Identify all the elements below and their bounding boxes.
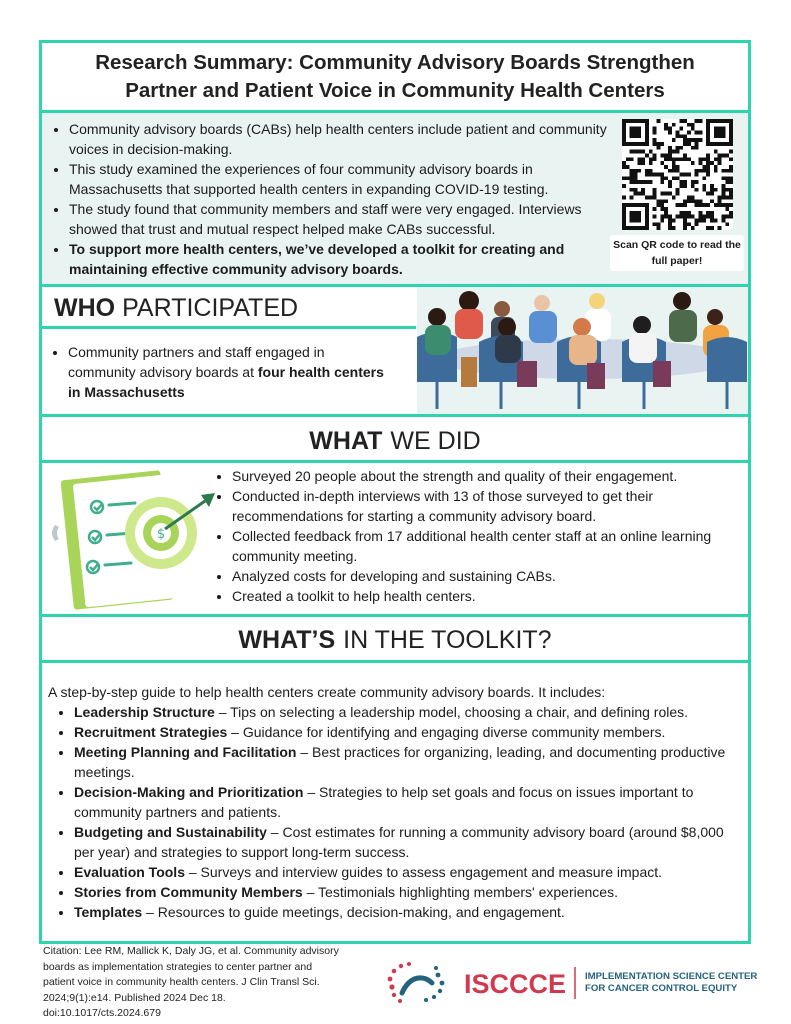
divider	[42, 460, 748, 463]
toolkit-item-text: – Resources to guide meetings, decision-making, and engagement.	[142, 904, 565, 920]
logo-name: ISCCCE	[464, 969, 567, 999]
toolkit-item	[74, 862, 740, 882]
toolkit-item-text: – Surveys and interview guides to assess engagement and measure impact.	[184, 864, 663, 880]
page-title	[42, 43, 748, 110]
toolkit-item-text: – Strategies to help set goals and focus on issues important to community partners and patients.	[74, 784, 694, 820]
toolkit-heading-rest: IN THE TOOLKIT?	[343, 625, 552, 654]
did-bullet: • Created a toolkit to help health centers.	[232, 586, 732, 606]
citation: Citation: Lee RM, Mallick K, Daly JG, et al. Community advisory boards as implementation strategies to center partner and patient voice in community health centers. J Clin Transl Sci. 2024;9(1):e14. Published 2024 Dec 18. doi:10.1017/cts.2024.679	[43, 945, 339, 1019]
did-heading-rest: WE DID	[390, 426, 481, 455]
did-bullet: • Surveyed 20 people about the strength and quality of their engagement.	[232, 466, 732, 486]
logo-tagline-2: FOR CANCER CONTROL EQUITY	[585, 983, 738, 994]
toolkit-item-label: Stories from Community Members	[74, 884, 303, 900]
who-text-bold: four health centers in Massachusetts	[68, 364, 384, 400]
logo-tagline-1: IMPLEMENTATION SCIENCE CENTER	[585, 971, 758, 982]
toolkit-heading	[42, 620, 748, 660]
who-text: Community partners and staff engaged in community advisory boards at	[68, 344, 325, 380]
summary-bullet: • Community advisory boards (CABs) help health centers include patient and community voices in decision-making.	[69, 119, 624, 159]
summary-list	[69, 119, 624, 279]
who-list	[68, 342, 388, 402]
summary-bullet: • The study found that community members and staff were very engaged. Interviews showed that trust and mutual respect helped make CABs successful.	[69, 199, 624, 239]
did-bullet: • Collected feedback from 17 additional health center staff at an online learning community meeting.	[232, 526, 732, 566]
toolkit-item	[74, 702, 740, 722]
title-line-2: Partner and Patient Voice in Community Health Centers	[125, 78, 665, 102]
toolkit-item-label: Meeting Planning and Facilitation	[74, 744, 297, 760]
toolkit-item-label: Recruitment Strategies	[74, 724, 228, 740]
qr-code-icon[interactable]	[622, 119, 733, 230]
toolkit-list	[74, 702, 740, 922]
toolkit-item	[74, 902, 740, 922]
toolkit-item-text: – Cost estimates for running a community advisory board (around $8,000 per year) and strategies to support long-term success.	[74, 824, 724, 860]
who-bullet	[68, 342, 388, 402]
summary-bullet: • This study examined the experiences of four community advisory boards in Massachusetts that supported health centers in expanding COVID-19 testing.	[69, 159, 624, 199]
toolkit-item-label: Leadership Structure	[74, 704, 215, 720]
isccce-logo[interactable]	[380, 957, 760, 1007]
toolkit-item-text: – Best practices for organizing, leading, and documenting productive meetings.	[74, 744, 726, 780]
meeting-illustration	[417, 287, 748, 414]
who-heading-bold: WHO	[54, 293, 116, 322]
divider	[42, 660, 748, 663]
divider	[42, 614, 748, 617]
toolkit-item-label: Decision-Making and Prioritization	[74, 784, 304, 800]
summary-panel	[42, 113, 748, 284]
toolkit-item-label: Templates	[74, 904, 143, 920]
did-bullet: • Conducted in-depth interviews with 13 of those surveyed to get their recommendations for starting a community advisory board.	[232, 486, 732, 526]
who-heading	[42, 290, 416, 326]
toolkit-item-text: – Tips on selecting a leadership model, choosing a chair, and defining roles.	[214, 704, 689, 720]
svg-text:$: $	[156, 527, 166, 542]
toolkit-item	[74, 782, 740, 822]
toolkit-intro: A step-by-step guide to help health centers create community advisory boards. It includes:	[48, 684, 606, 700]
toolkit-item-label: Evaluation Tools	[74, 864, 185, 880]
did-list	[232, 466, 732, 606]
who-heading-rest: PARTICIPATED	[122, 293, 299, 322]
divider	[42, 326, 416, 329]
toolkit-item-label: Budgeting and Sustainability	[74, 824, 267, 840]
toolkit-item	[74, 722, 740, 742]
toolkit-section	[48, 682, 740, 922]
title-line-1: Research Summary: Community Advisory Boards Strengthen	[95, 50, 695, 74]
toolkit-heading-bold: WHAT’S	[238, 625, 336, 654]
checklist-target-icon	[45, 465, 225, 615]
qr-caption: Scan QR code to read the full paper!	[610, 235, 744, 271]
toolkit-item-text: – Guidance for identifying and engaging diverse community members.	[227, 724, 666, 740]
toolkit-item	[74, 882, 740, 902]
did-bullet: • Analyzed costs for developing and sustaining CABs.	[232, 566, 732, 586]
what-we-did-heading	[42, 421, 748, 461]
logo-dots-icon	[388, 962, 445, 1003]
did-heading-bold: WHAT	[309, 426, 383, 455]
toolkit-item	[74, 742, 740, 782]
divider	[42, 414, 748, 417]
toolkit-item-text: – Testimonials highlighting members' experiences.	[302, 884, 618, 900]
summary-bullet-highlight: • To support more health centers, we’ve developed a toolkit for creating and maintaining effective community advisory boards.	[69, 239, 624, 279]
toolkit-item	[74, 822, 740, 862]
